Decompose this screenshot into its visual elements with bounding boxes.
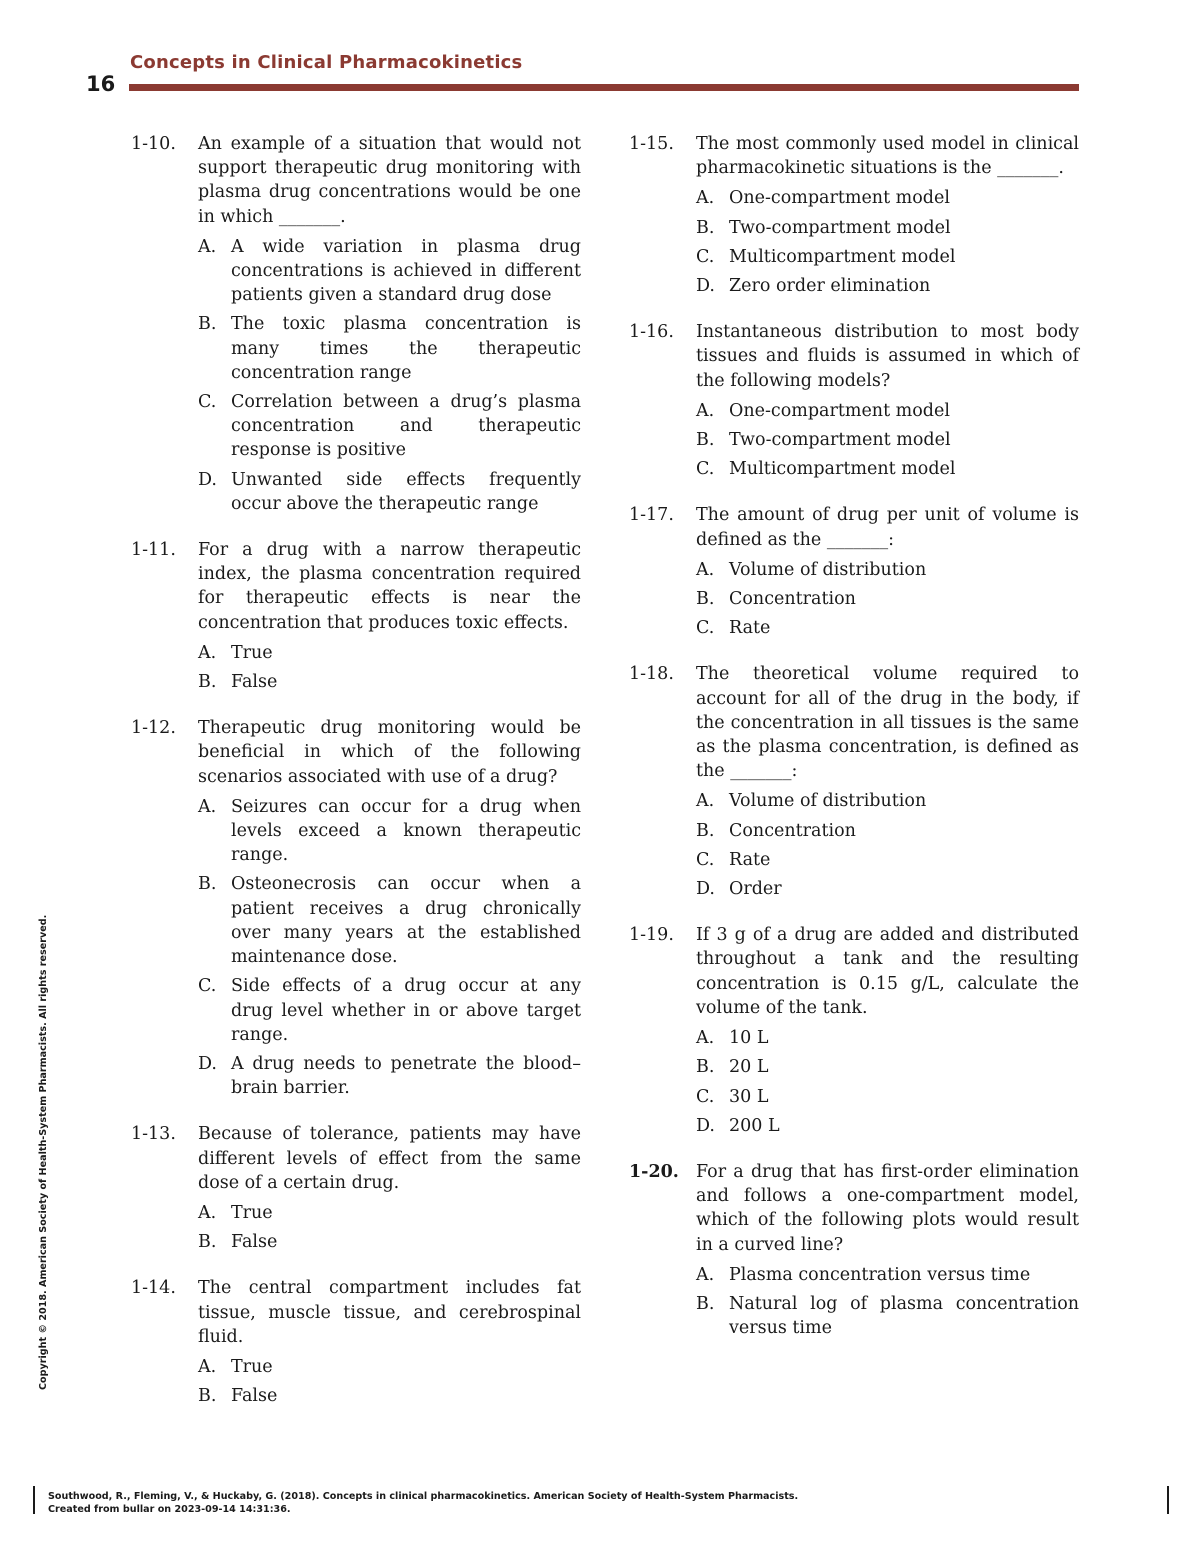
- margin-copyright-notice: Copyright © 2018. American Society of Health-System Pharmacists. All rights reserved.: [38, 914, 49, 1390]
- option-text: Multicompartment model: [729, 459, 956, 480]
- option-text: False: [231, 1386, 278, 1407]
- header-rule: [129, 84, 1079, 91]
- option-letter: A.: [696, 791, 715, 812]
- answer-options: [696, 789, 1079, 901]
- answer-option: [696, 216, 1079, 240]
- question-1-17: [629, 503, 1079, 640]
- option-text: True: [231, 642, 273, 663]
- option-letter: B.: [198, 874, 217, 895]
- option-letter: A.: [198, 236, 217, 257]
- option-letter: A.: [198, 1202, 217, 1223]
- answer-option: [198, 468, 581, 516]
- option-text: Rate: [729, 849, 771, 870]
- answer-options: [696, 1026, 1079, 1138]
- answer-option: [696, 819, 1079, 843]
- question-text: For a drug with a narrow therapeutic index, the plasma concentration required for therapeutic effects is near the concentration that produces toxic effects.: [198, 540, 581, 633]
- question-text: Because of tolerance, patients may have different levels of effect from the same dose of a certain drug.: [198, 1124, 581, 1193]
- footer-bar-right: [1167, 1486, 1169, 1514]
- question-number: 1-19.: [629, 925, 674, 946]
- option-text: 20 L: [729, 1057, 769, 1078]
- option-text: One-compartment model: [729, 188, 950, 209]
- option-text: Zero order elimination: [729, 276, 931, 297]
- answer-option: [696, 587, 1079, 611]
- option-letter: D.: [696, 879, 715, 900]
- option-text: Order: [729, 879, 782, 900]
- option-text: 200 L: [729, 1115, 780, 1136]
- answer-option: [696, 616, 1079, 640]
- option-text: The toxic plasma concentration is many times the therapeutic concentration range: [231, 314, 581, 383]
- question-number: 1-10.: [131, 134, 176, 154]
- option-text: True: [231, 1202, 273, 1223]
- option-letter: C.: [198, 392, 217, 413]
- option-letter: C.: [198, 976, 217, 997]
- option-text: Concentration: [729, 589, 856, 610]
- question-1-19: [629, 923, 1079, 1138]
- option-text: Concentration: [729, 820, 856, 841]
- option-letter: D.: [198, 1053, 217, 1074]
- question-text: The amount of drug per unit of volume is defined as the _______:: [696, 505, 1079, 550]
- option-text: Two-compartment model: [729, 217, 951, 238]
- option-letter: B.: [696, 1293, 715, 1314]
- option-letter: A.: [198, 796, 217, 817]
- answer-option: [696, 1026, 1079, 1050]
- page-number: 16: [86, 72, 116, 96]
- option-text: Two-compartment model: [729, 430, 951, 451]
- answer-options: [696, 186, 1079, 298]
- question-1-16: [629, 320, 1079, 481]
- question-text: For a drug that has first-order elimination and follows a one-compartment model, which of the following plots would result in a curved line?: [696, 1161, 1079, 1255]
- option-letter: D.: [696, 1115, 715, 1136]
- option-letter: B.: [696, 1057, 715, 1078]
- option-text: A wide variation in plasma drug concentrations is achieved in different patients given a standard drug dose: [231, 236, 581, 306]
- question-1-13: [131, 1122, 581, 1254]
- answer-option: [696, 457, 1079, 481]
- answer-option: [198, 390, 581, 463]
- option-letter: D.: [696, 276, 715, 297]
- answer-option: [696, 558, 1079, 582]
- option-text: Natural log of plasma concentration versus time: [729, 1293, 1079, 1339]
- answer-option: [696, 1114, 1079, 1138]
- question-text: If 3 g of a drug are added and distributed throughout a tank and the resulting concentration is 0.15 g/L, calculate the volume of the tank.: [696, 925, 1079, 1018]
- option-text: Side effects of a drug occur at any drug level whether in or above target range.: [231, 976, 581, 1045]
- question-1-12: [131, 716, 581, 1100]
- answer-option: [696, 186, 1079, 210]
- option-letter: A.: [198, 1356, 217, 1377]
- question-1-14: [131, 1276, 581, 1408]
- answer-options: [198, 235, 581, 516]
- question-text: The most commonly used model in clinical pharmacokinetic situations is the _______.: [696, 134, 1079, 179]
- option-letter: B.: [696, 820, 715, 841]
- option-text: True: [231, 1356, 273, 1377]
- option-text: Rate: [729, 618, 771, 639]
- answer-option: [198, 795, 581, 868]
- answer-option: [696, 877, 1079, 901]
- option-letter: C.: [696, 618, 715, 639]
- answer-option: [696, 848, 1079, 872]
- option-letter: C.: [696, 246, 715, 267]
- option-letter: A.: [696, 559, 715, 580]
- answer-option: [696, 1292, 1079, 1340]
- option-letter: C.: [696, 459, 715, 480]
- answer-option: [696, 274, 1079, 298]
- question-number: 1-18.: [629, 664, 674, 685]
- question-1-20: [629, 1160, 1079, 1340]
- option-text: Volume of distribution: [729, 559, 927, 580]
- answer-option: [696, 428, 1079, 452]
- option-letter: B.: [696, 430, 715, 451]
- question-1-11: [131, 538, 581, 694]
- question-1-10: [131, 132, 581, 516]
- option-letter: B.: [198, 314, 217, 335]
- answer-option: [198, 641, 581, 665]
- answer-option: [198, 1230, 581, 1254]
- answer-options: [696, 1263, 1079, 1341]
- question-number: 1-13.: [131, 1124, 176, 1145]
- option-text: Seizures can occur for a drug when levels exceed a known therapeutic range.: [231, 796, 581, 866]
- option-letter: A.: [198, 642, 217, 663]
- answer-option: [198, 1355, 581, 1379]
- answer-option: [696, 399, 1079, 423]
- answer-option: [198, 1384, 581, 1408]
- question-number: 1-17.: [629, 505, 674, 526]
- option-text: 30 L: [729, 1086, 769, 1107]
- answer-option: [198, 670, 581, 694]
- option-text: Osteonecrosis can occur when a patient receives a drug chronically over many years at the established maintenance dose.: [231, 874, 581, 968]
- question-number: 1-12.: [131, 718, 176, 739]
- question-number: 1-20.: [629, 1161, 679, 1182]
- running-header-title: Concepts in Clinical Pharmacokinetics: [130, 52, 523, 73]
- question-text: Instantaneous distribution to most body tissues and fluids is assumed in which of the following models?: [696, 322, 1079, 391]
- left-column: [131, 132, 581, 1430]
- option-letter: A.: [696, 188, 715, 209]
- option-text: Plasma concentration versus time: [729, 1264, 1031, 1285]
- question-text: The theoretical volume required to account for all of the drug in the body, if the concentration in all tissues is the same as the plasma concentration, is defined as the _______:: [696, 664, 1079, 782]
- option-letter: A.: [696, 400, 715, 421]
- answer-option: [198, 1201, 581, 1225]
- question-number: 1-15.: [629, 134, 674, 154]
- option-letter: B.: [198, 1232, 217, 1253]
- option-text: Volume of distribution: [729, 791, 927, 812]
- answer-options: [198, 1355, 581, 1408]
- answer-options: [696, 399, 1079, 482]
- question-number: 1-11.: [131, 540, 176, 561]
- answer-option: [696, 1085, 1079, 1109]
- option-letter: D.: [198, 469, 217, 490]
- question-1-15: [629, 132, 1079, 298]
- option-letter: B.: [198, 672, 217, 693]
- answer-option: [696, 1055, 1079, 1079]
- option-text: Correlation between a drug’s plasma concentration and therapeutic response is positive: [231, 392, 581, 461]
- option-text: False: [231, 672, 278, 693]
- question-number: 1-14.: [131, 1278, 176, 1299]
- option-letter: B.: [696, 217, 715, 238]
- footer-bar-left: [33, 1486, 35, 1514]
- option-text: Multicompartment model: [729, 246, 956, 267]
- option-letter: A.: [696, 1028, 715, 1049]
- answer-option: [696, 1263, 1079, 1287]
- right-column: [629, 132, 1079, 1362]
- answer-options: [696, 558, 1079, 641]
- question-1-18: [629, 662, 1079, 901]
- answer-option: [198, 872, 581, 969]
- option-letter: A.: [696, 1264, 715, 1285]
- option-letter: C.: [696, 849, 715, 870]
- footer-citation: Southwood, R., Fleming, V., & Huckaby, G. (2018). Concepts in clinical pharmacokinetics. American Society of Health-System Pharmacists.: [48, 1491, 799, 1502]
- answer-option: [696, 789, 1079, 813]
- answer-option: [198, 1052, 581, 1100]
- option-text: One-compartment model: [729, 400, 950, 421]
- option-letter: B.: [696, 589, 715, 610]
- footer-created: Created from bullar on 2023-09-14 14:31:36.: [48, 1504, 291, 1515]
- answer-options: [198, 795, 581, 1100]
- answer-options: [198, 1201, 581, 1254]
- question-text: Therapeutic drug monitoring would be beneficial in which of the following scenarios associated with use of a drug?: [198, 718, 581, 787]
- question-number: 1-16.: [629, 322, 674, 343]
- answer-option: [198, 235, 581, 308]
- option-text: False: [231, 1232, 278, 1253]
- answer-option: [198, 974, 581, 1047]
- question-text: The central compartment includes fat tissue, muscle tissue, and cerebrospinal fluid.: [198, 1278, 581, 1347]
- option-text: A drug needs to penetrate the blood–brain barrier.: [231, 1053, 581, 1099]
- answer-option: [198, 312, 581, 385]
- option-text: 10 L: [729, 1028, 769, 1049]
- option-letter: B.: [198, 1386, 217, 1407]
- question-text: An example of a situation that would not support therapeutic drug monitoring with plasma drug concentrations would be one in which _______.: [198, 134, 581, 227]
- option-text: Unwanted side effects frequently occur above the therapeutic range: [231, 469, 581, 514]
- answer-option: [696, 245, 1079, 269]
- answer-options: [198, 641, 581, 694]
- option-letter: C.: [696, 1086, 715, 1107]
